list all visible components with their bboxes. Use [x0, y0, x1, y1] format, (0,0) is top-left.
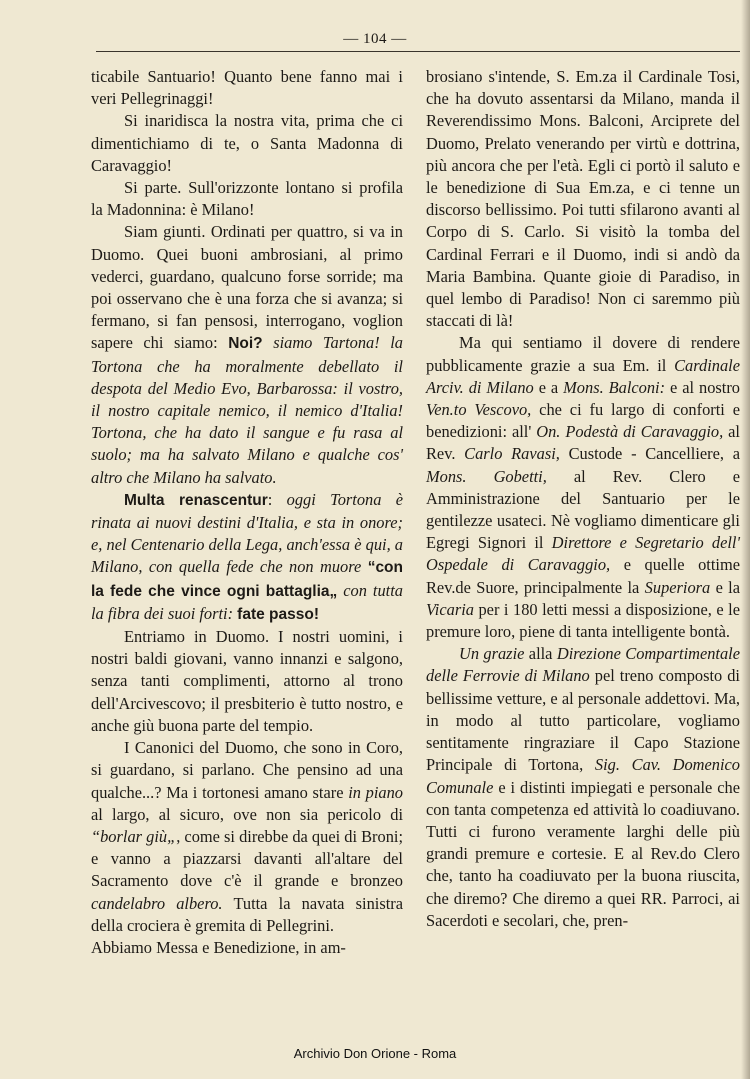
right-column [426, 66, 740, 932]
paragraph: Un grazie alla Direzione Compartimentale delle Ferrovie di Milano pel treno composto di bellissime vetture, e al personale addettovi. Ma, in modo al tutto particolare, vogliamo sentitamente ringraziare il Capo Stazione Principale di Tortona, Sig. Cav. Domenico Comunale e i distinti impiegati e personale che con tanta competenza ed attività lo coadiuvano. Tutti ci furono veramente larghi delle più grandi premure e cortesie. E al Rev.do Clero che, tanto ha coadiuvato per la buona riuscita, che diremo? Che diremo a quei RR. Parroci, ai Sacerdoti e secolari, che, pren- [426, 644, 741, 930]
paragraph: Si inaridisca la nostra vita, prima che ci dimentichiamo di te, o Santa Madonna di Caravaggio! [91, 111, 403, 175]
paragraph: brosiano s'intende, S. Em.za il Cardinale Tosi, che ha dovuto assentarsi da Milano, manda il Reverendissimo Mons. Balconi, Arciprete del Duomo, Prelato venerando per virtù e dottrina, più ancora che per l'età. Egli ci portò il saluto e le benedizione di Sua Em.za, e ci tenne un discorso bellissimo. Poi tutti sfilarono avanti al Corpo di S. Carlo. Si visitò la tomba del Cardinal Ferrari e il Duomo, indi si andò da Maria Bambina. Quante gioie di Paradiso, in quel lembo di Paradiso! Non ci saremmo più staccati di là! [426, 67, 740, 331]
page-number: — 104 — [343, 31, 407, 47]
paragraph: Si parte. Sull'orizzonte lontano si profila la Madonnina: è Milano! [91, 178, 403, 220]
paragraph: Ma qui sentiamo il dovere di rendere pubblicamente grazie a sua Em. il Cardinale Arciv. di Milano e a Mons. Balconi: e al nostro Ven.to Vescovo, che ci fu largo di conforti e benedizioni: all' On. Podestà di Caravaggio, al Rev. Carlo Ravasi, Custode - Cancelliere, a Mons. Gobetti, al Rev. Clero e Amministrazione del Santuario per le gentilezze usateci. Nè vogliamo dimenticare gli Egregi Signori il Direttore e Segretario dell' Ospedale di Caravaggio, e quelle ottime Rev.de Suore, principalmente la Superiora e la Vicaria per i 180 letti messi a disposizione, e le premure loro, piene di tanta intelligente bontà. [426, 333, 741, 642]
paragraph: Multa renascentur: oggi Tortona è rinata ai nuovi destini d'Italia, e sta in onore; e, nel Centenario della Lega, anch'essa è qui, a Milano, con quella fede che non muore “con la fede che vince ogni battaglia„ con tutta la fibra dei suoi forti: fate passo! [91, 489, 403, 623]
paragraph: Entriamo in Duomo. I nostri uomini, i nostri baldi giovani, vanno innanzi e salgono, senza tanti complimenti, attorno al trono dell'Arcivescovo; il presbiterio è tutto nostro, e anche giù buona parte del tempio. [91, 627, 403, 735]
page-edge-shadow [741, 0, 750, 1079]
left-column [91, 66, 403, 959]
paragraph: Siam giunti. Ordinati per quattro, si va in Duomo. Quei buoni ambrosiani, al primo vederci, guardano, qualcuno forse sorride; ma poi osservano che è una forza che si avanza; si fermano, si fan pensosi, interrogano, voglion sapere chi siamo: Noi? siamo Tartona! la Tortona che ha moralmente debellato il despota del Medio Evo, Barbarossa: il vostro, il nostro capitale nemico, il nemico d'Italia! Tortona, che ha dato il sangue e fu rasa al suolo; ma ha salvato Milano e qualche cos' altro che Milano ha salvato. [91, 222, 403, 487]
archive-footer: Archivio Don Orione - Roma [293, 1046, 457, 1061]
paragraph: Abbiamo Messa e Benedizione, in am- [91, 937, 346, 957]
header-rule [96, 51, 740, 52]
paragraph: ticabile Santuario! Quanto bene fanno mai i veri Pellegrinaggi! [91, 67, 403, 109]
paragraph: I Canonici del Duomo, che sono in Coro, si guardano, si parlano. Che pensino ad una qualche...? Ma i tortonesi amano stare in piano al largo, al sicuro, ove non sia pericolo di “borlar giù„, come si direbbe da quei di Broni; e vanno a piazzarsi davanti all'altare del Sacramento dove c'è il grande e bronzeo candelabro albero. Tutta la navata sinistra della crociera è gremita di Pellegrini. [91, 738, 404, 935]
